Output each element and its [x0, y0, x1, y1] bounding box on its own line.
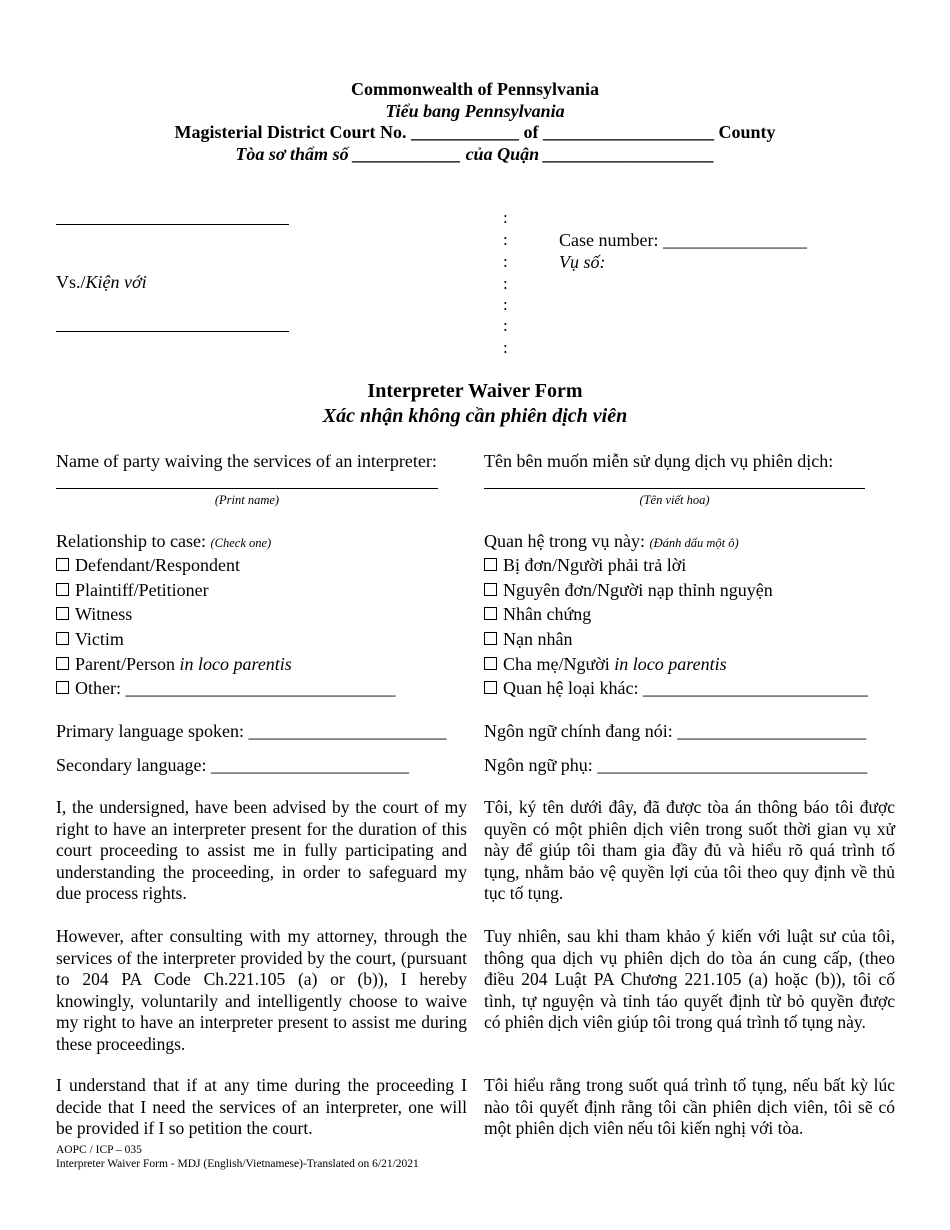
paragraph-advised-vi: Tôi, ký tên dưới đây, đã được tòa án thông báo tôi được quyền có một phiên dịch viên trong suốt thời gian vụ xử này để giúp tôi tham gia đầy đủ và hiểu rõ quá trình tố tụng, nhằm bảo vệ quyền lợi của tôi theo quy định về thủ tục tố tụng. [484, 797, 895, 903]
party-name-input-vi[interactable] [484, 488, 865, 489]
caption-colon: : [503, 208, 508, 227]
form-description: Interpreter Waiver Form - MDJ (English/Vietnamese)-Translated on 6/21/2021 [56, 1158, 419, 1170]
court-line-vi: Tòa sơ thẩm số ____________ của Quận ___________________ [235, 144, 715, 164]
primary-language-field[interactable]: Primary language spoken: ______________________ [56, 721, 447, 741]
secondary-language-field[interactable]: Secondary language: ______________________ [56, 755, 409, 775]
checkbox-witness-vi[interactable]: Nhân chứng [484, 604, 591, 625]
header-title-vi: Tiểu bang Pennsylvania [385, 101, 565, 121]
checkbox-plaintiff[interactable]: Plaintiff/Petitioner [56, 580, 209, 601]
checkbox-icon[interactable] [56, 583, 69, 596]
defendant-line[interactable] [56, 331, 289, 332]
checkbox-icon[interactable] [484, 632, 497, 645]
checkbox-icon[interactable] [484, 657, 497, 670]
checkbox-defendant[interactable]: Defendant/Respondent [56, 555, 240, 576]
paragraph-waiver-vi: Tuy nhiên, sau khi tham khảo ý kiến với luật sư của tôi, thông qua dịch vụ phiên dịch do tòa án cung cấp, (theo điều 204 Luật PA Chương 221.105 (a) hoặc (b)), tôi cố tình, tự nguyện và tỉnh táo quyết định từ bỏ quyền được có phiên dịch viên giúp tôi trong quá trình tố tụng này. [484, 926, 895, 1032]
print-name-hint-vi: (Tên viết hoa) [639, 493, 710, 507]
primary-language-field-vi[interactable]: Ngôn ngữ chính đang nói: _____________________ [484, 721, 867, 741]
party-name-label-vi: Tên bên muốn miễn sử dụng dịch vụ phiên dịch: [484, 451, 834, 471]
paragraph-advised: I, the undersigned, have been advised by the court of my right to have an interpreter present for the duration of this court proceeding to assist me in fully participating and understanding the proceeding, in order to safeguard my due process rights. [56, 797, 467, 903]
court-line: Magisterial District Court No. ____________ of ___________________ County [174, 122, 776, 142]
checkbox-parent-vi[interactable]: Cha mẹ/Người in loco parentis [484, 654, 727, 675]
paragraph-understand-vi: Tôi hiểu rằng trong suốt quá trình tố tụng, nếu bất kỳ lúc nào tôi quyết định rằng tôi cần phiên dịch viên, tôi sẽ có một phiên dịch viên nếu tôi kiến nghị với tòa. [484, 1075, 895, 1138]
checkbox-victim-vi[interactable]: Nạn nhân [484, 629, 572, 650]
case-number-label-vi: Vụ số: [559, 252, 606, 272]
caption-colon: : [503, 274, 508, 293]
versus-label: Vs./Kiện với [56, 272, 147, 292]
relationship-label: Relationship to case: (Check one) [56, 531, 272, 551]
checkbox-icon[interactable] [484, 607, 497, 620]
checkbox-victim[interactable]: Victim [56, 629, 124, 650]
checkbox-icon[interactable] [56, 558, 69, 571]
checkbox-icon[interactable] [484, 583, 497, 596]
paragraph-waiver: However, after consulting with my attorney, through the services of the interpreter provided by the court, (pursuant to 204 PA Code Ch.221.105 (a) or (b)), I hereby knowingly, voluntarily and intelligently choose to waive my right to have an interpreter present to assist me during these proceedings. [56, 926, 467, 1054]
plaintiff-line[interactable] [56, 224, 289, 225]
secondary-language-field-vi[interactable]: Ngôn ngữ phụ: ______________________________ [484, 755, 868, 775]
caption-colon: : [503, 338, 508, 357]
party-name-input[interactable] [56, 488, 438, 489]
caption-colon: : [503, 230, 508, 249]
checkbox-icon[interactable] [56, 607, 69, 620]
form-code: AOPC / ICP – 035 [56, 1144, 142, 1156]
checkbox-icon[interactable] [484, 681, 497, 694]
case-number-field[interactable]: Case number: ________________ [559, 230, 807, 250]
checkbox-witness[interactable]: Witness [56, 604, 132, 625]
caption-colon: : [503, 295, 508, 314]
checkbox-defendant-vi[interactable]: Bị đơn/Người phải trả lời [484, 555, 686, 576]
form-title-vi: Xác nhận không cần phiên dịch viên [322, 405, 628, 427]
checkbox-plaintiff-vi[interactable]: Nguyên đơn/Người nạp thỉnh nguyện [484, 580, 773, 601]
form-title: Interpreter Waiver Form [367, 380, 583, 402]
party-name-label: Name of party waiving the services of an interpreter: [56, 451, 437, 471]
header-title: Commonwealth of Pennsylvania [350, 79, 599, 99]
checkbox-icon[interactable] [56, 632, 69, 645]
checkbox-other-vi[interactable]: Quan hệ loại khác: _________________________ [484, 678, 868, 699]
checkbox-parent[interactable]: Parent/Person in loco parentis [56, 654, 292, 675]
paragraph-understand: I understand that if at any time during the proceeding I decide that I need the services of an interpreter, one will be provided if I so petition the court. [56, 1075, 467, 1138]
checkbox-icon[interactable] [56, 681, 69, 694]
checkbox-icon[interactable] [56, 657, 69, 670]
caption-colon: : [503, 252, 508, 271]
print-name-hint: (Print name) [214, 493, 280, 507]
relationship-label-vi: Quan hệ trong vụ này: (Đánh dấu một ô) [484, 531, 739, 551]
checkbox-other[interactable]: Other: ______________________________ [56, 678, 395, 699]
checkbox-icon[interactable] [484, 558, 497, 571]
caption-colon: : [503, 316, 508, 335]
